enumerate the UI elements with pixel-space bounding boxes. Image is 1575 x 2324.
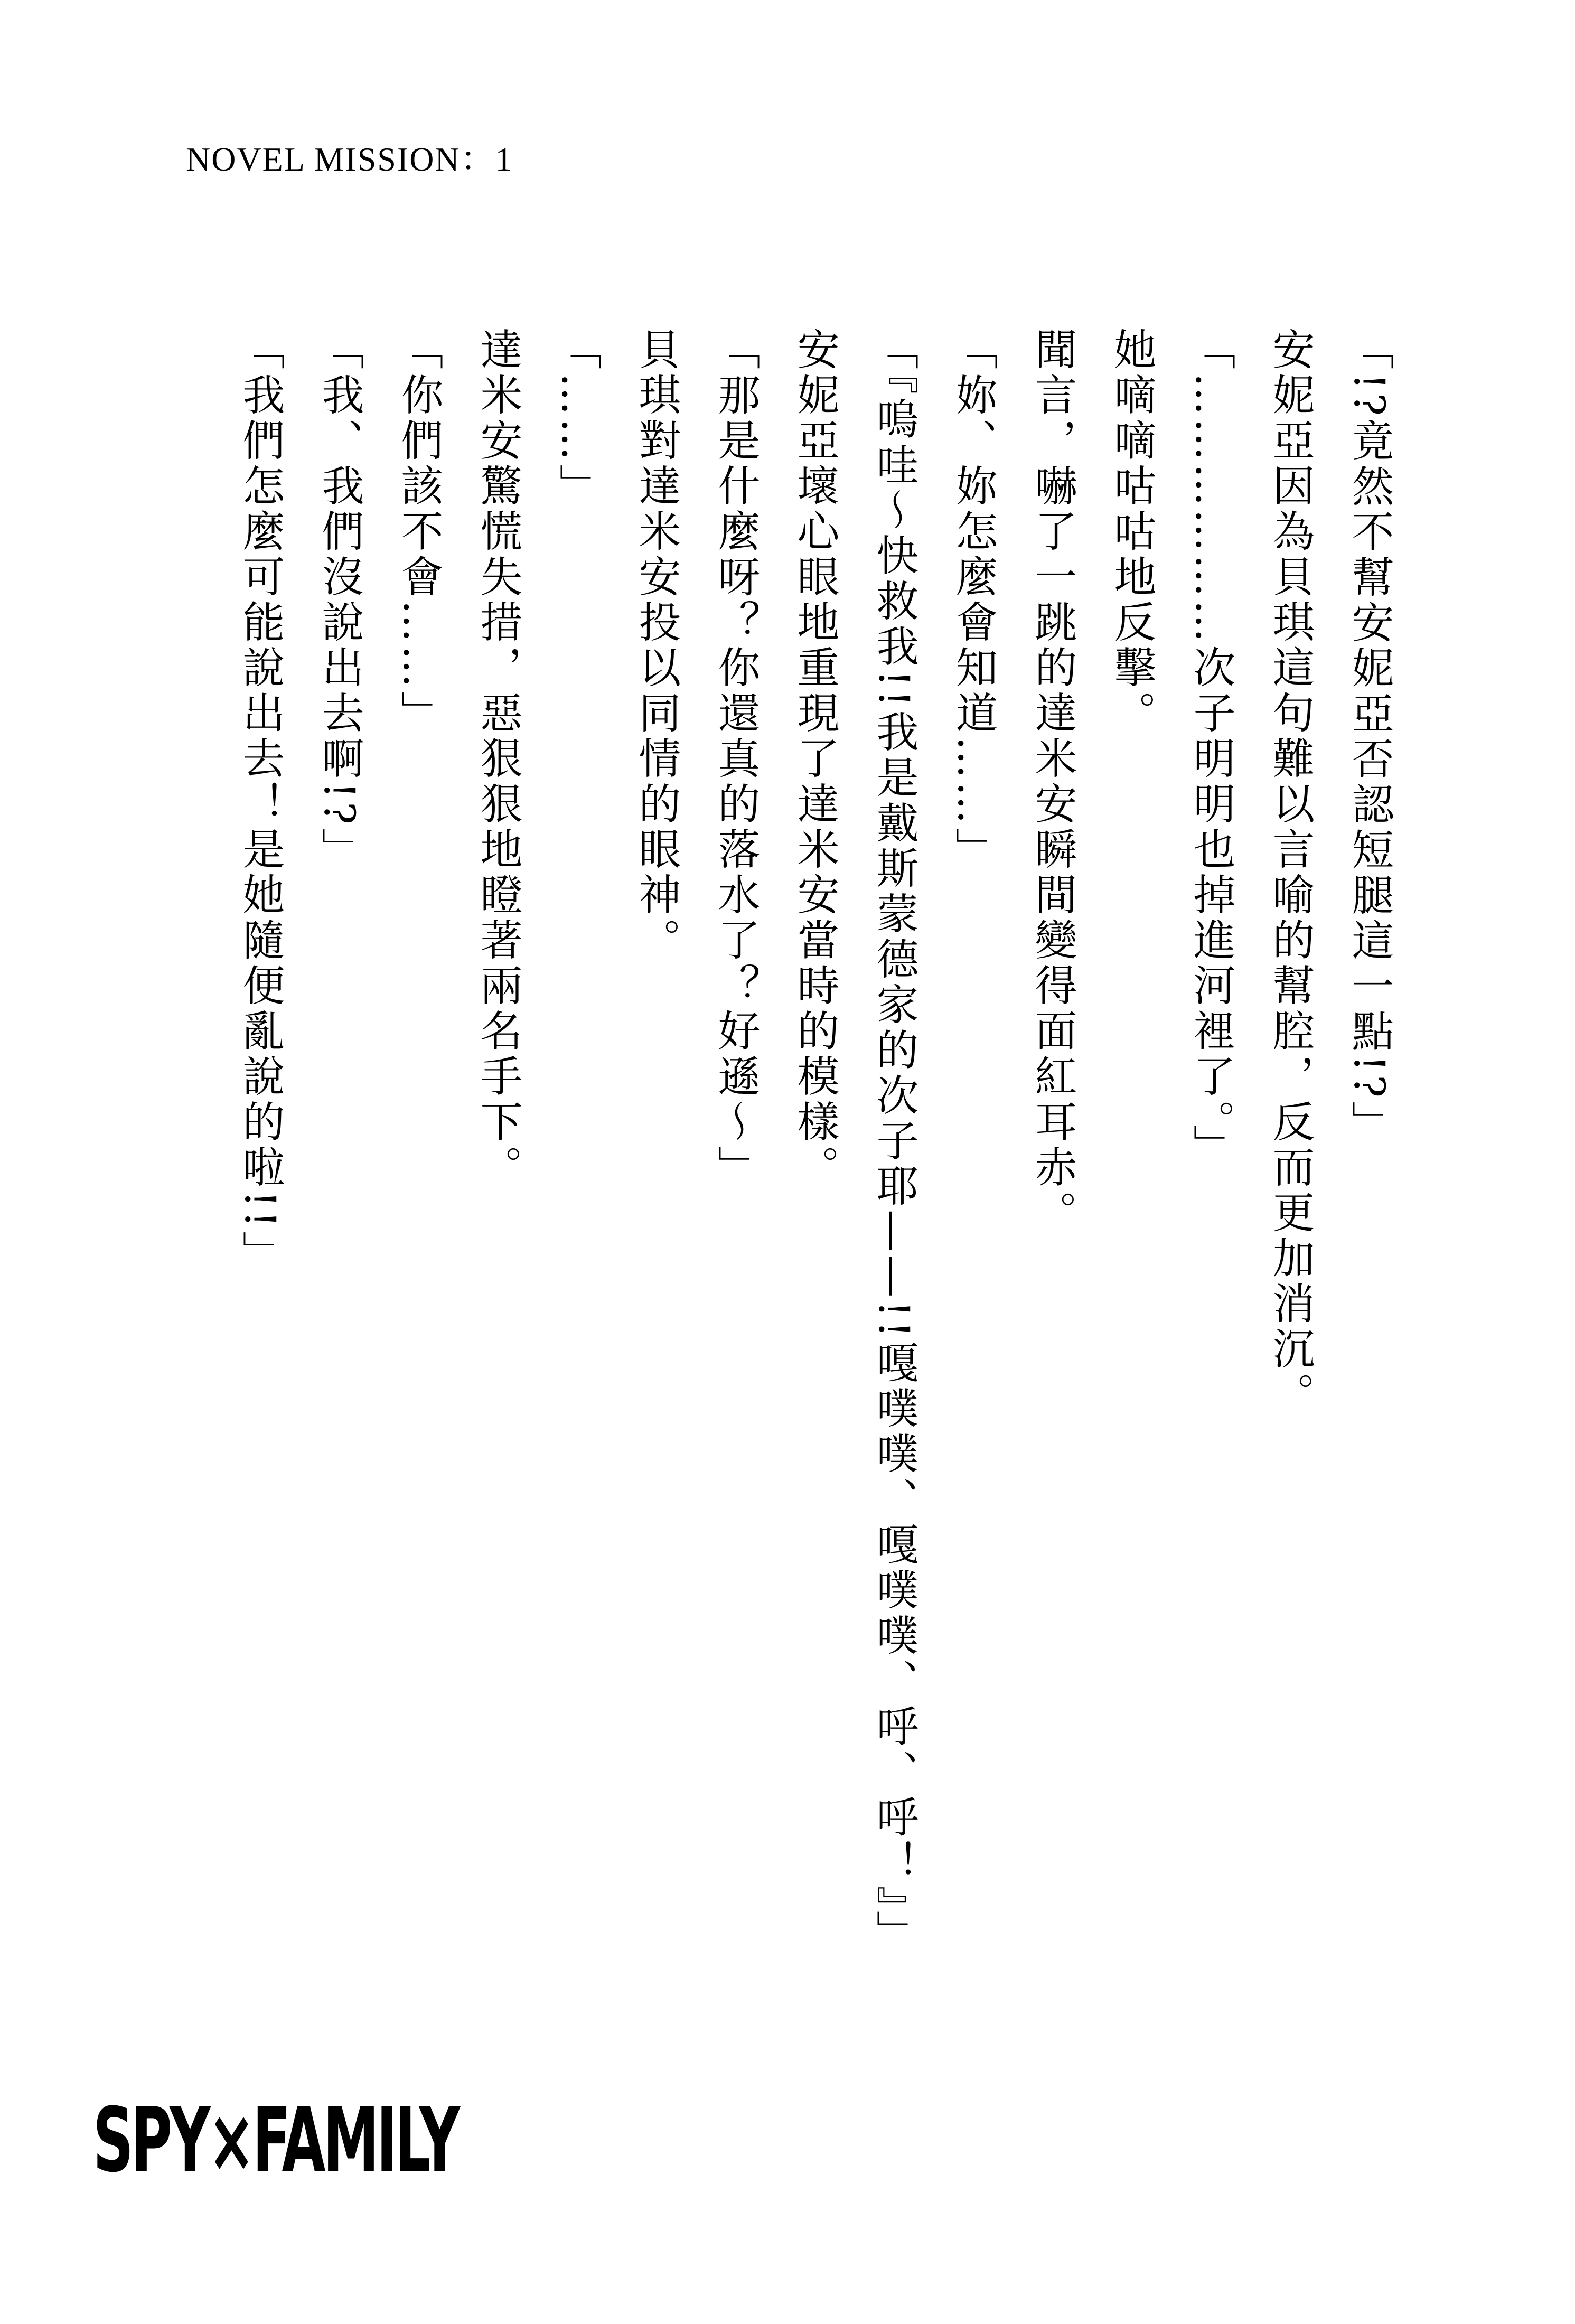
text-line: 「!?竟然不幫安妮亞否認短腿這一點!?」 [1345,327,1394,1147]
text-line: 達米安驚慌失措，惡狠狠地瞪著兩名手下。 [473,327,522,1191]
text-line: 聞言，嚇了一跳的達米安瞬間變得面紅耳赤。 [1028,327,1077,1236]
text-line: 貝琪對達米安投以同情的眼神。 [632,327,681,963]
text-line: 「我、我們沒說出去啊!?」 [315,327,364,874]
text-line: 「『嗚哇～快救我!!我是戴斯蒙德家的次子耶——!!嘎噗噗、嘎噗噗、呼、呼！』」 [869,327,918,1956]
text-line: 「你們該不會……」 [394,327,443,736]
text-line: 「………………次子明明也掉進河裡了。」 [1186,327,1235,1169]
text-line: 安妮亞因為貝琪這句難以言喻的幫腔，反而更加消沉。 [1265,327,1315,1418]
text-line: 「妳、妳怎麼會知道……」 [949,327,998,873]
text-line: 「……」 [552,327,602,509]
spy-family-logo [93,2088,463,2192]
text-line: 「那是什麼呀？你還真的落水了？好遜～」 [711,327,760,1191]
text-line: 她嘀嘀咕咕地反擊。 [1107,327,1156,736]
running-header: NOVEL MISSION：1 [186,140,513,178]
text-line: 「我們怎麼可能說出去！是她隨便亂說的啦!!」 [236,327,285,1277]
vertical-text-body [220,327,1409,1956]
text-line: 安妮亞壞心眼地重現了達米安當時的模樣。 [790,327,839,1191]
logo-wordmark: SPY×FAMILY [93,2088,461,2192]
